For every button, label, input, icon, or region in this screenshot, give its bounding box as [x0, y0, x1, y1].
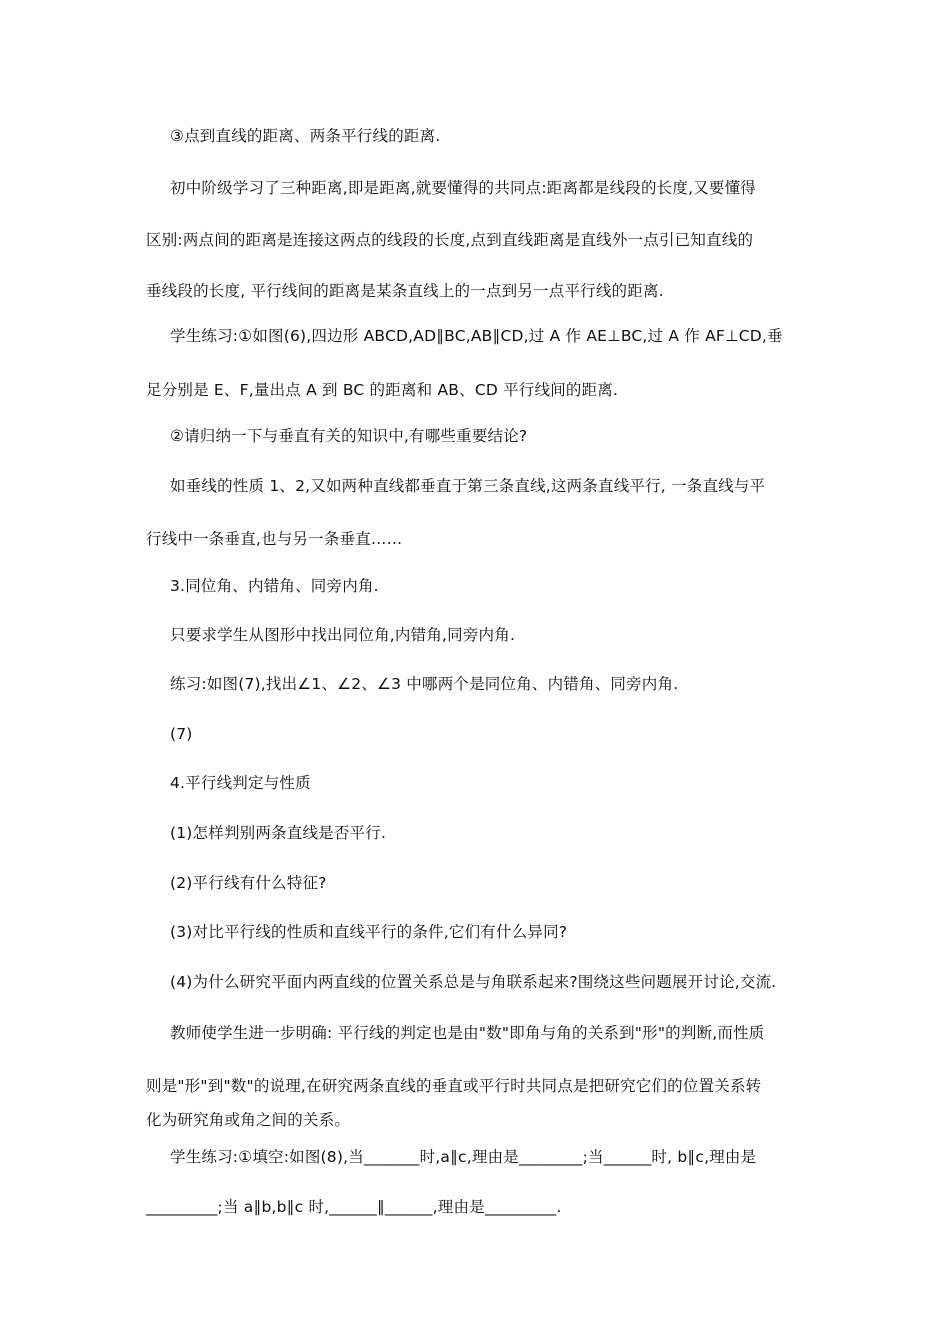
- text-line-2: 初中阶级学习了三种距离,即是距离,就要懂得的共同点:距离都是线段的长度,又要懂得: [170, 179, 757, 197]
- text-line-20: 则是"形"到"数"的说理,在研究两条直线的垂直或平行时共同点是把研究它们的位置关系转: [146, 1077, 762, 1095]
- text-line-22: 学生练习:①填空:如图(8),当_______时,a∥c,理由是________;当______时, b∥c,理由是: [170, 1148, 757, 1166]
- text-line-12: 练习:如图(7),找出∠1、∠2、∠3 中哪两个是同位角、内错角、同旁内角.: [170, 675, 679, 693]
- text-line-5: 学生练习:①如图(6),四边形 ABCD,AD∥BC,AB∥CD,过 A 作 AE⊥BC,过 A 作 AF⊥CD,垂: [170, 327, 783, 345]
- text-line-17: (3)对比平行线的性质和直线平行的条件,它们有什么异同?: [170, 923, 568, 941]
- text-line-4: 垂线段的长度, 平行线间的距离是某条直线上的一点到另一点平行线的距离.: [146, 282, 664, 300]
- text-line-6: 足分别是 E、F,量出点 A 到 BC 的距离和 AB、CD 平行线间的距离.: [146, 381, 619, 399]
- text-line-11: 只要求学生从图形中找出同位角,内错角,同旁内角.: [170, 626, 516, 644]
- text-line-8: 如垂线的性质 1、2,又如两种直线都垂直于第三条直线,这两条直线平行, 一条直线与平: [170, 477, 766, 495]
- text-line-3: 区别:两点间的距离是连接这两点的线段的长度,点到直线距离是直线外一点引已知直线的: [146, 231, 754, 249]
- text-line-21: 化为研究角或角之间的关系。: [146, 1111, 351, 1129]
- text-line-18: (4)为什么研究平面内两直线的位置关系总是与角联系起来?围绕这些问题展开讨论,交流.: [170, 973, 777, 991]
- text-line-16: (2)平行线有什么特征?: [170, 874, 327, 892]
- text-line-7: ②请归纳一下与垂直有关的知识中,有哪些重要结论?: [170, 427, 528, 445]
- text-line-1: ③点到直线的距离、两条平行线的距离.: [170, 127, 441, 145]
- text-line-14: 4.平行线判定与性质: [170, 774, 311, 792]
- text-line-19: 教师使学生进一步明确: 平行线的判定也是由"数"即角与角的关系到"形"的判断,而性质: [170, 1024, 765, 1042]
- figure-label: (7): [170, 725, 193, 743]
- text-line-23: _________;当 a∥b,b∥c 时,______∥______,理由是_________.: [146, 1198, 562, 1216]
- text-line-10: 3.同位角、内错角、同旁内角.: [170, 577, 379, 595]
- text-line-15: (1)怎样判别两条直线是否平行.: [170, 824, 387, 842]
- text-line-9: 行线中一条垂直,也与另一条垂直……: [146, 530, 403, 548]
